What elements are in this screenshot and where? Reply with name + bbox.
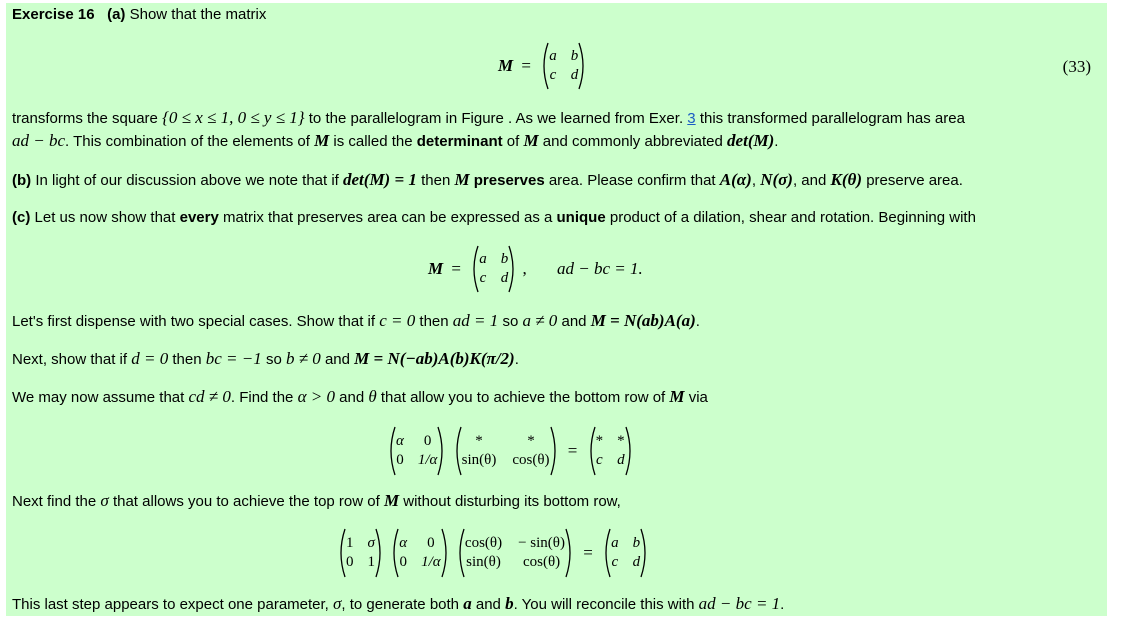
text: that allow you to achieve the bottom row of: [380, 389, 666, 406]
paragraph-line: [12, 132, 778, 151]
left-paren: [386, 425, 396, 477]
exercise-title: Exercise 16: [12, 6, 95, 23]
text: .: [514, 351, 519, 368]
text: Next find the: [12, 493, 97, 510]
text: then: [172, 351, 202, 368]
math-expression: b ≠ 0: [285, 349, 321, 368]
right-paren: [625, 425, 635, 477]
text: so: [265, 351, 282, 368]
special-case-2: [12, 350, 519, 369]
matrix-cell: cos(θ): [464, 535, 503, 551]
math-expression: det(M) = 1: [343, 170, 417, 189]
matrix-cell: *: [475, 433, 483, 449]
matrix-cell: c: [596, 452, 603, 468]
matrix-cell: d: [500, 270, 509, 286]
text: .: [695, 313, 700, 330]
text: . This combination of the elements of: [65, 133, 310, 150]
math-det: det(M): [727, 131, 775, 150]
paragraph-line: [12, 109, 965, 128]
matrix-cell: σ: [367, 535, 375, 551]
right-paren: [640, 527, 650, 579]
text: Let us now show that: [34, 209, 176, 226]
bold-term: determinant: [416, 133, 503, 150]
matrix-cell: sin(θ): [461, 452, 497, 468]
math-expression: ad − bc: [12, 131, 66, 150]
matrix-cell: a: [549, 48, 557, 64]
matrix-cell: *: [595, 433, 604, 449]
matrix-cell: b: [500, 251, 509, 267]
equation-2: [428, 244, 643, 294]
eq33-lhs: M: [498, 56, 514, 75]
math-expression: σ: [333, 594, 342, 613]
math-N: N(σ): [760, 170, 793, 189]
text: In light of our discussion above we note that if: [35, 172, 339, 189]
step-3: [12, 388, 708, 407]
matrix-cell: *: [527, 433, 535, 449]
math-expression: θ: [368, 387, 377, 406]
step-5: [12, 595, 784, 614]
part-a-label: (a): [107, 6, 126, 23]
left-paren: [455, 527, 465, 579]
text: , and: [792, 172, 827, 189]
matrix-cell: 1: [346, 535, 354, 551]
eq2-condition: ad − bc = 1.: [556, 259, 643, 278]
math-M: M: [314, 131, 330, 150]
matrix-cell: d: [570, 67, 579, 83]
matrix-cell: d: [632, 554, 641, 570]
math-M: M: [669, 387, 685, 406]
text: without disturbing its bottom row,: [403, 493, 621, 510]
part-c-label: (c): [12, 209, 31, 226]
math-expression: ad − bc = 1: [698, 594, 781, 613]
matrix-cell: b: [570, 48, 579, 64]
math-expression: a ≠ 0: [522, 311, 558, 330]
part-b: [12, 171, 963, 190]
eq3-matrix-1: [386, 425, 447, 477]
eq4-matrix-3: [455, 527, 575, 579]
text: so: [502, 313, 519, 330]
math-expression: σ: [100, 491, 109, 510]
text: and: [475, 596, 501, 613]
matrix-cell: 0: [396, 452, 404, 468]
bold-term: unique: [556, 209, 606, 226]
equation-4: [336, 527, 650, 579]
eq4-equals: =: [583, 543, 593, 562]
math-M: M: [454, 170, 470, 189]
math-expression: bc = −1: [205, 349, 262, 368]
bold-term: every: [179, 209, 219, 226]
text: Let's first dispense with two special cases. Show that if: [12, 313, 376, 330]
math-expression: M = N(ab)A(a): [590, 311, 696, 330]
matrix-cell: cos(θ): [522, 554, 561, 570]
math-expression: a: [463, 594, 472, 613]
right-paren: [550, 425, 560, 477]
matrix-cell: c: [549, 67, 557, 83]
text: then: [421, 172, 451, 189]
eq2-lhs: M: [428, 259, 444, 278]
right-paren: [375, 527, 385, 579]
exercise-header: [12, 6, 266, 24]
eq3-matrix-2: [452, 425, 560, 477]
text: and: [561, 313, 587, 330]
text: via: [688, 389, 708, 406]
matrix-cell: 1/α: [417, 452, 438, 468]
bold-term: preserves: [473, 172, 545, 189]
matrix-cell: sin(θ): [466, 554, 501, 570]
text: then: [419, 313, 449, 330]
matrix-cell: a: [611, 535, 619, 551]
equation-3: [386, 425, 635, 477]
special-case-1: [12, 312, 700, 331]
exercise-panel: [6, 3, 1107, 616]
math-expression: α > 0: [297, 387, 335, 406]
eq4-matrix-1: [336, 527, 385, 579]
text: and commonly abbreviated: [542, 133, 723, 150]
math-expression: M = N(−ab)A(b)K(π/2): [354, 349, 515, 368]
eq33-equals: =: [521, 56, 531, 75]
matrix-cell: c: [611, 554, 619, 570]
matrix-cell: 1: [367, 554, 375, 570]
matrix-cell: 0: [423, 433, 432, 449]
part-a-intro: Show that the matrix: [129, 6, 267, 23]
matrix-cell: c: [479, 270, 487, 286]
equation-33: [498, 41, 588, 91]
text: that allows you to achieve the top row of: [112, 493, 380, 510]
text: and: [339, 389, 365, 406]
matrix-cell: cos(θ): [512, 452, 550, 468]
math-set: {0 ≤ x ≤ 1, 0 ≤ y ≤ 1}: [162, 108, 305, 127]
left-paren: [336, 527, 346, 579]
matrix-cell: 1/α: [421, 554, 441, 570]
eq2-equals: =: [451, 259, 461, 278]
matrix-cell: 0: [399, 554, 407, 570]
math-K: K(θ): [830, 170, 863, 189]
text: This last step appears to expect one parameter,: [12, 596, 329, 613]
text: is called the: [333, 133, 413, 150]
text: this transformed parallelogram has area: [699, 110, 965, 127]
left-paren: [586, 425, 596, 477]
math-expression: ad = 1: [452, 311, 499, 330]
text: and: [324, 351, 350, 368]
text: Next, show that if: [12, 351, 128, 368]
matrix-cell: α: [399, 535, 408, 551]
left-paren: [389, 527, 399, 579]
eq3-matrix-3: [586, 425, 635, 477]
eq2-matrix: [469, 244, 518, 294]
text: . Find the: [230, 389, 294, 406]
math-expression: b: [505, 594, 514, 613]
left-paren: [469, 244, 479, 294]
eq4-matrix-4: [601, 527, 650, 579]
text: , to generate both: [341, 596, 460, 613]
eq33-matrix: [539, 41, 588, 91]
text: We may now assume that: [12, 389, 185, 406]
math-expression: c = 0: [379, 311, 416, 330]
text: preserve area.: [866, 172, 963, 189]
text: .: [780, 596, 785, 613]
left-paren: [539, 41, 549, 91]
text: . You will reconcile this with: [513, 596, 695, 613]
math-M: M: [383, 491, 400, 510]
eq4-matrix-2: [389, 527, 450, 579]
matrix-cell: a: [479, 251, 487, 267]
exercise-link[interactable]: 3: [687, 110, 696, 127]
text: matrix that preserves area can be expressed as a: [223, 209, 553, 226]
matrix-cell: α: [396, 433, 404, 449]
text: product of a dilation, shear and rotation. Beginning with: [609, 209, 976, 226]
text: of: [506, 133, 520, 150]
matrix-cell: 0: [427, 535, 435, 551]
right-paren: [508, 244, 518, 294]
right-paren: [565, 527, 575, 579]
text: to the parallelogram in Figure . As we learned from Exer.: [308, 110, 684, 127]
matrix-cell: 0: [346, 554, 354, 570]
right-paren: [437, 425, 447, 477]
matrix-cell: − sin(θ): [518, 535, 565, 551]
matrix-cell: b: [632, 535, 641, 551]
text: .: [774, 133, 779, 150]
math-M: M: [523, 131, 539, 150]
left-paren: [452, 425, 462, 477]
part-b-label: (b): [12, 172, 32, 189]
left-paren: [601, 527, 611, 579]
text: ,: [751, 172, 757, 189]
matrix-cell: *: [617, 433, 625, 449]
eq2-comma: ,: [522, 259, 527, 278]
text: area. Please confirm that: [548, 172, 716, 189]
math-expression: cd ≠ 0: [188, 387, 231, 406]
equation-number: (33): [1062, 57, 1091, 76]
right-paren: [578, 41, 588, 91]
math-expression: d = 0: [131, 349, 169, 368]
right-paren: [441, 527, 451, 579]
math-A: A(α): [719, 170, 752, 189]
step-4: [12, 492, 621, 511]
text: transforms the square: [12, 110, 158, 127]
part-c: [12, 209, 976, 227]
eq3-equals: =: [567, 441, 578, 460]
matrix-cell: d: [617, 452, 625, 468]
